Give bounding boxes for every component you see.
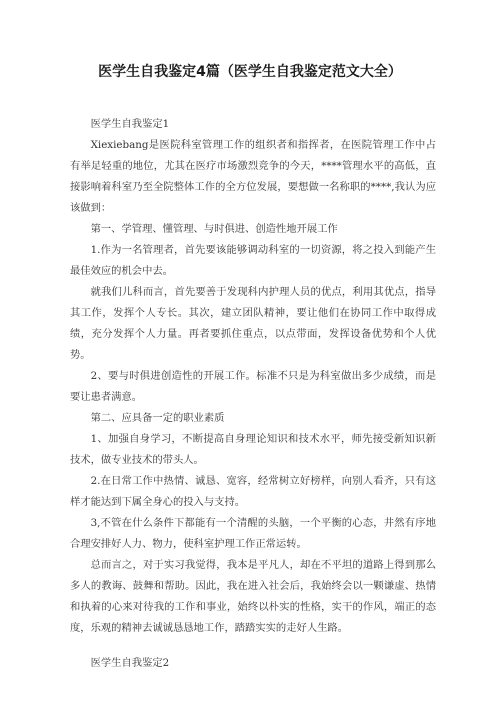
paragraph-point-1: 1.作为一名管理者，首先要该能够调动科室的一切资源，将之投入到能产生最佳效应的机会中去。 <box>70 244 436 277</box>
paragraph-point-2: 2、要与时俱进创造性的开展工作。标准不只是为科室做出多少成绩，而是要让患者满意。 <box>70 370 436 403</box>
paragraph-summary: 总而言之，对于实习我觉得，我本是平凡人，却在不平坦的道路上得到那么多人的教诲、鼓舞和帮助。因此，我在进入社会后，我始终会以一颗谦虚、热情和执着的心来对待我的工作和事业，始终以朴实的性格，实干的作风，端正的态度，乐观的精神去诚诚恳恳地工作，踏踏实实的走好人生路。 <box>70 559 436 634</box>
paragraph-pediatrics: 就我们儿科而言，首先要善于发现科内护理人员的优点，利用其优点，指导其工作，发挥个人专长。其次，建立团队精神，要让他们在协同工作中取得成绩，充分发挥个人力量。再者要抓住重点，以点带面，发挥设备优势和个人优势。 <box>70 286 436 361</box>
paragraph-quality-3: 3,不管在什么条件下都能有一个清醒的头脑，一个平衡的心态，井然有序地合理安排好人力、物力，使科室护理工作正常运转。 <box>70 517 436 550</box>
subheading-second: 第二、应具备一定的职业素质 <box>90 412 225 424</box>
paragraph-intro: Xiexiebang是医院科室管理工作的组织者和指挥者，在医院管理工作中占有举足轻重的地位，尤其在医疗市场激烈竞争的今天，****管理水平的高低，直接影响着科室乃至全院整体工作的全方位发展，要想做一名称职的****,我认为应该做到： <box>70 139 436 214</box>
paragraph-quality-2: 2.在日常工作中热情、诚恳、宽容，经常树立好榜样，向别人看齐，只有这样才能达到下属全身心的投入与支持。 <box>70 475 436 508</box>
document-body <box>70 114 436 674</box>
section-heading-1: 医学生自我鉴定1 <box>90 118 170 130</box>
section-heading-2: 医学生自我鉴定2 <box>90 657 170 669</box>
subheading-first: 第一、学管理、懂管理、与时俱进、创造性地开展工作 <box>90 223 338 235</box>
document-title: 医学生自我鉴定4篇（医学生自我鉴定范文大全） <box>98 64 402 80</box>
paragraph-quality-1: 1、加强自身学习，不断提高自身理论知识和技术水平，师先接受新知识新技术，做专业技术的带头人。 <box>70 433 436 466</box>
